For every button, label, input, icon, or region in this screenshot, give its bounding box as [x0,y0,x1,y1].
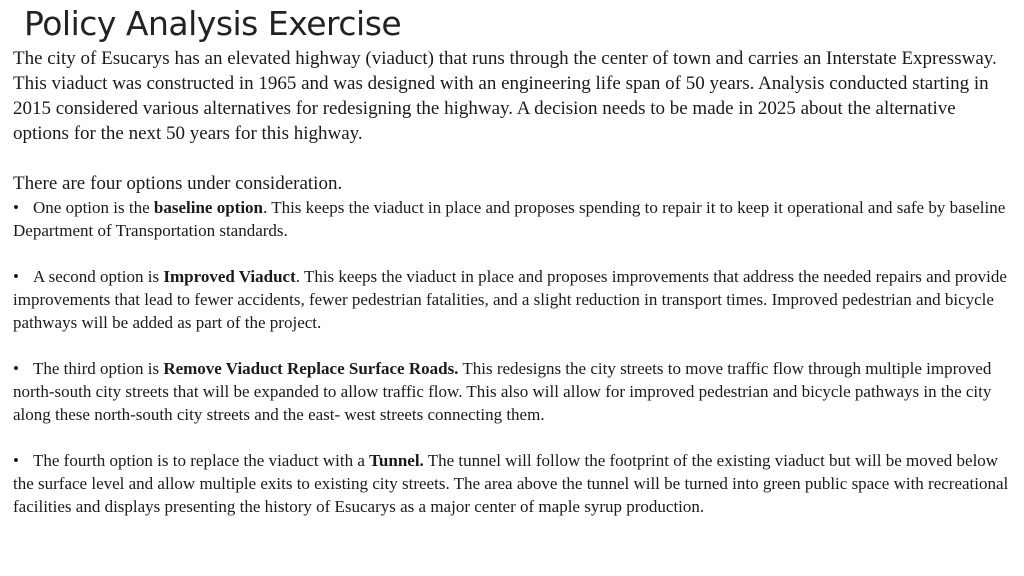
option-text: . This keeps the viaduct in place and proposes improvements that address the needed repairs and provide improvements that lead to fewer accidents, fewer pedestrian fatalities, and a slight reduction in transport times. Improved pedestrian and bicycle pathways will be added as part of the project. [13,267,1007,332]
slide-body [13,46,1013,518]
option-prefix: The fourth option is to replace the viaduct with a [33,451,370,470]
option-name: Remove Viaduct Replace Surface Roads. [163,359,459,378]
option-name: Improved Viaduct [163,267,296,286]
option-text: . This keeps the viaduct in place and proposes spending to repair it to keep it operational and safe by baseline Department of Transportation standards. [13,198,1006,240]
intro-paragraph: The city of Esucarys has an elevated highway (viaduct) that runs through the center of town and carries an Interstate Expressway. This viaduct was constructed in 1965 and was designed with an engineering life span of 50 years. Analysis conducted starting in 2015 considered various alternatives for redesigning the highway. A decision needs to be made in 2025 about the alternative options for the next 50 years for this highway. [13,48,997,144]
option-name: baseline option [153,198,263,217]
option-text: This redesigns the city streets to move traffic flow through multiple improved north-south city streets that will be expanded to allow traffic flow. This also will allow for improved pedestrian and bicycle pathways in the city along these north-south city streets and the east- west streets connecting them. [13,359,992,424]
option-tunnel [13,449,1013,518]
option-improved-viaduct [13,265,1013,334]
slide-title: Policy Analysis Exercise [24,4,402,43]
option-surface-roads [13,357,1013,426]
option-prefix: The third option is [33,359,164,378]
options-lead: There are four options under consideration. [13,173,343,194]
option-baseline [13,196,1013,242]
option-name: Tunnel. [369,451,424,470]
bullet-icon: • [13,451,19,470]
bullet-icon: • [13,267,19,286]
bullet-icon: • [13,359,19,378]
bullet-icon: • [13,198,19,217]
option-prefix: One option is the [33,198,154,217]
option-prefix: A second option is [33,267,164,286]
option-text: The tunnel will follow the footprint of the existing viaduct but will be moved below the surface level and allow multiple exits to existing city streets. The area above the tunnel will be turned into green public space with recreational facilities and displays presenting the history of Esucarys as a major center of maple syrup production. [13,451,1009,516]
